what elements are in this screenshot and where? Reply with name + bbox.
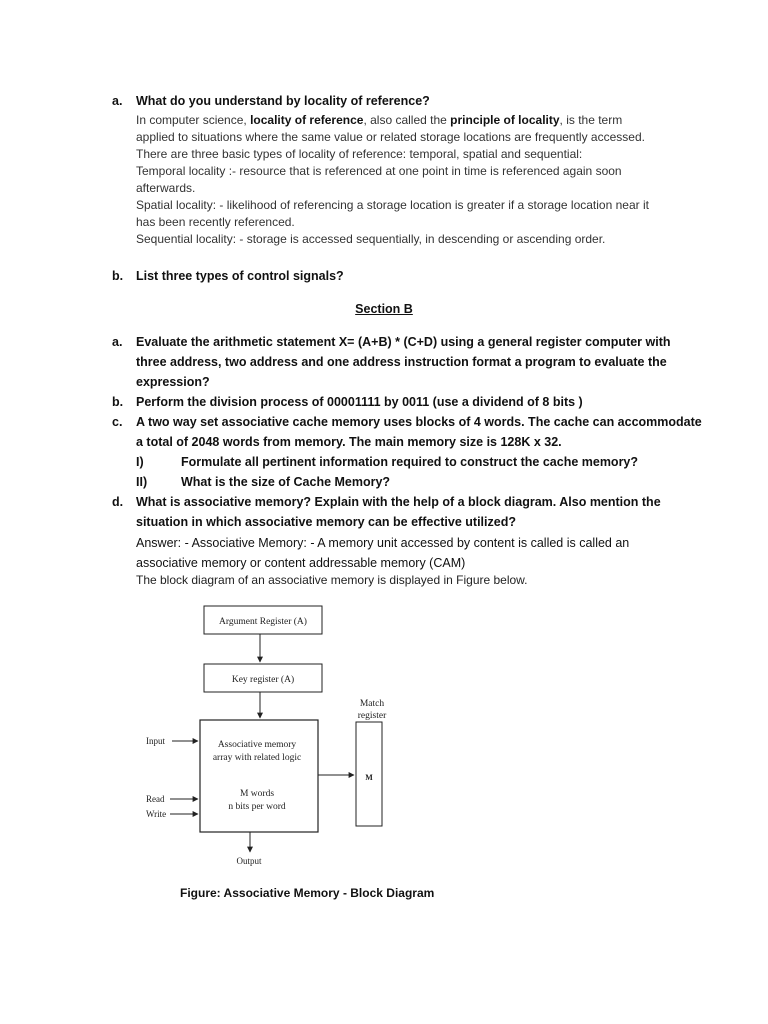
- section-b-question-a-line-2: three address, two address and one address instruction format a program to evaluate the: [136, 355, 667, 369]
- output-label: Output: [236, 856, 262, 866]
- section-b-question-d-line-1: What is associative memory? Explain with the help of a block diagram. Also mention the: [136, 495, 661, 509]
- match-register-label-1: Match: [359, 699, 385, 709]
- memory-label-2: array with related logic: [212, 753, 302, 763]
- answer-d-line-1: Answer: - Associative Memory: - A memory unit accessed by content is called is called an: [136, 536, 630, 550]
- argument-register-label: Argument Register (A): [219, 617, 307, 627]
- associative-memory-diagram: [130, 598, 430, 873]
- memory-label-1: Associative memory: [217, 740, 297, 750]
- sub-question-1-label: I): [136, 455, 144, 469]
- answer-d-line-2: associative memory or content addressable memory (CAM): [136, 556, 466, 570]
- term-principle-of-locality: principle of locality: [450, 113, 560, 127]
- input-label: Input: [146, 736, 165, 746]
- answer-d: [136, 533, 629, 573]
- words-label-2: n bits per word: [228, 802, 286, 812]
- sub-question-1-text: Formulate all pertinent information required to construct the cache memory?: [181, 455, 639, 469]
- question-a-label: a.: [112, 94, 123, 108]
- associative-memory-box: [200, 720, 318, 832]
- write-label: Write: [146, 809, 167, 819]
- term-locality-of-reference: locality of reference: [250, 113, 364, 127]
- answer-a-line-6: Spatial locality: - likelihood of referencing a storage location is greater if a storage location near it: [136, 198, 649, 212]
- figure-caption: Figure: Associative Memory - Block Diagram: [180, 886, 435, 900]
- key-register-label: Key register (A): [231, 675, 295, 685]
- sub-question-2-text: What is the size of Cache Memory?: [181, 475, 391, 489]
- answer-a-line-4: Temporal locality :- resource that is referenced at one point in time is referenced again soon: [136, 164, 622, 178]
- answer-a-line-2: applied to situations where the same value or related storage locations are frequently accessed.: [136, 130, 645, 144]
- section-title: Section B: [355, 302, 413, 316]
- match-register-label-2: register: [357, 711, 387, 721]
- read-label: Read: [146, 794, 165, 804]
- question-b-label: b.: [112, 269, 124, 283]
- answer-a-line-1: In computer science, locality of reference, also called the principle of locality, is the term: [136, 113, 623, 127]
- section-b-question-b-label: b.: [112, 395, 124, 409]
- answer-a-line-5: afterwards.: [136, 181, 196, 195]
- words-label-1: M words: [239, 789, 275, 799]
- section-b-question-d-line-2: situation in which associative memory can be effective utilized?: [136, 515, 516, 529]
- answer-a-line-7: has been recently referenced.: [136, 215, 295, 229]
- section-b-question-c-line-2: a total of 2048 words from memory. The main memory size is 128K x 32.: [136, 435, 562, 449]
- section-b-question-a-label: a.: [112, 335, 123, 349]
- section-b-question-c-label: c.: [112, 415, 123, 429]
- section-b-question-c-line-1: A two way set associative cache memory uses blocks of 4 words. The cache can accommodate: [136, 415, 702, 429]
- section-b-question-d-label: d.: [112, 495, 124, 509]
- answer-a-line-3: There are three basic types of locality of reference: temporal, spatial and sequential:: [136, 147, 583, 161]
- question-b-text: List three types of control signals?: [136, 269, 344, 283]
- block-diagram-intro: The block diagram of an associative memory is displayed in Figure below.: [136, 573, 528, 587]
- section-b-question-a-line-3: expression?: [136, 375, 210, 389]
- sub-question-2-label: II): [136, 475, 148, 489]
- answer-a-line-8: Sequential locality: - storage is accessed sequentially, in descending or ascending order.: [136, 232, 606, 246]
- section-b-question-b-line-1: Perform the division process of 00001111 by 0011 (use a dividend of 8 bits ): [136, 395, 583, 409]
- answer-a: [136, 112, 649, 248]
- question-a-text: What do you understand by locality of reference?: [136, 94, 430, 108]
- match-register-m: M: [365, 773, 373, 782]
- section-b-question-a-line-1: Evaluate the arithmetic statement X= (A+B) * (C+D) using a general register computer with: [136, 335, 671, 349]
